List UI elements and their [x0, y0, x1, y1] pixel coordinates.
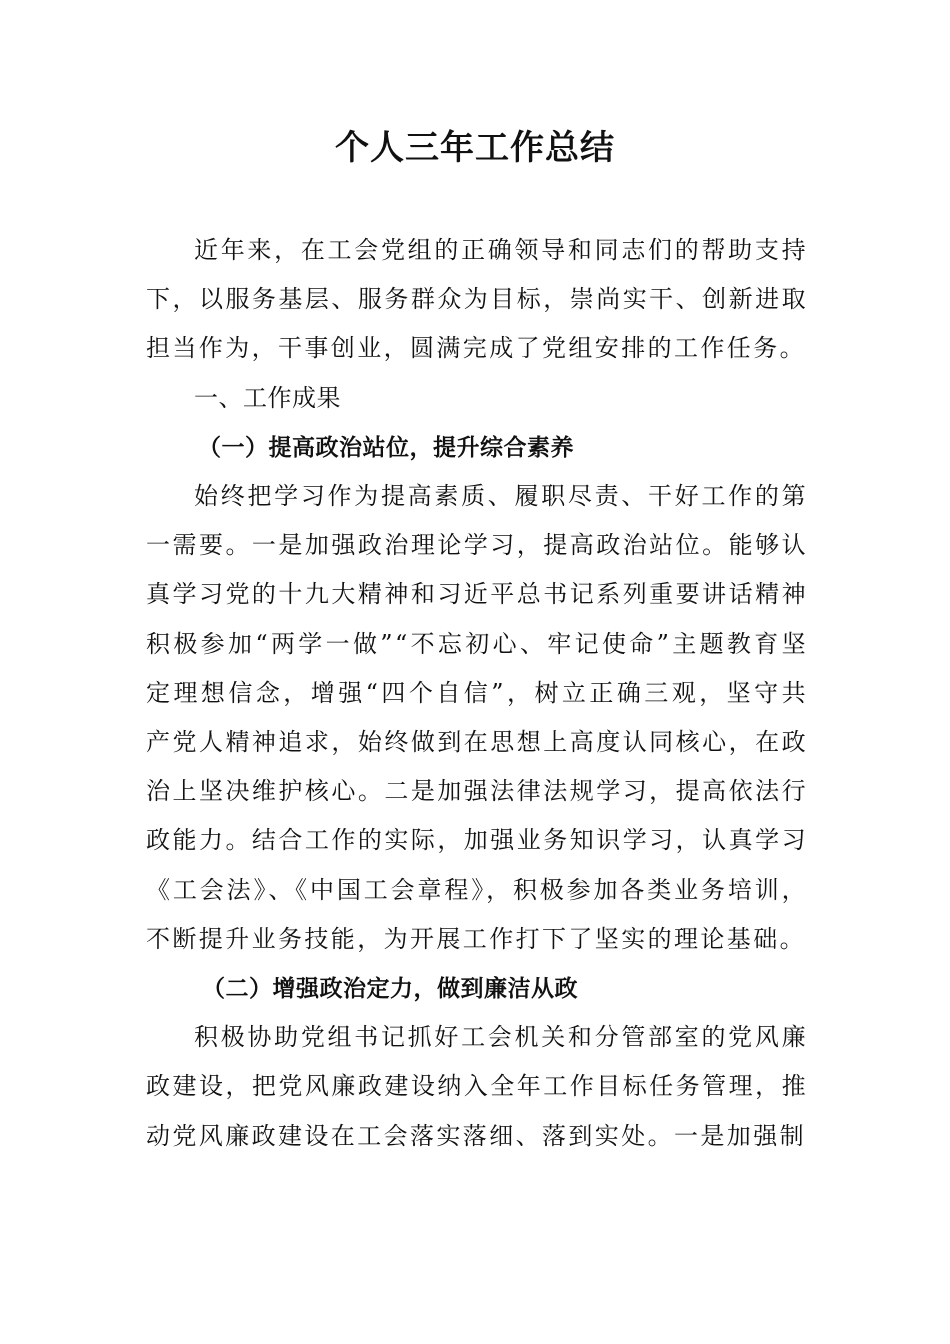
subsection-heading-political-stance: （一）提高政治站位，提升综合素养 [198, 433, 574, 461]
document-body [146, 226, 808, 1161]
subsection-heading-clean-governance: （二）增强政治定力，做到廉洁从政 [202, 975, 578, 1003]
subsection-paragraph-clean-governance: 积极协助党组书记抓好工会机关和分管部室的党风廉政建设，把党风廉政建设纳入全年工作目标任务管理，推动党风廉政建设在工会落实落细、落到实处。一是加强制 [146, 1023, 808, 1150]
section-heading-work-results: 一、工作成果 [194, 383, 341, 412]
document-title: 个人三年工作总结 [335, 128, 615, 168]
intro-paragraph: 近年来，在工会党组的正确领导和同志们的帮助支持下，以服务基层、服务群众为目标，崇尚实干、创新进取担当作为，干事创业，圆满完成了党组安排的工作任务。 [146, 236, 808, 363]
subsection-paragraph-political-stance: 始终把学习作为提高素质、履职尽责、干好工作的第一需要。一是加强政治理论学习，提高政治站位。能够认真学习党的十九大精神和习近平总书记系列重要讲话精神积极参加“两学一做”“不忘初心、牢记使命”主题教育坚定理想信念，增强“四个自信”，树立正确三观，坚守共产党人精神追求，始终做到在思想上高度认同核心，在政治上坚决维护核心。二是加强法律法规学习，提高依法行政能力。结合工作的实际，加强业务知识学习，认真学习《工会法》、《中国工会章程》，积极参加各类业务培训，不断提升业务技能，为开展工作打下了坚实的理论基础。 [146, 482, 808, 953]
